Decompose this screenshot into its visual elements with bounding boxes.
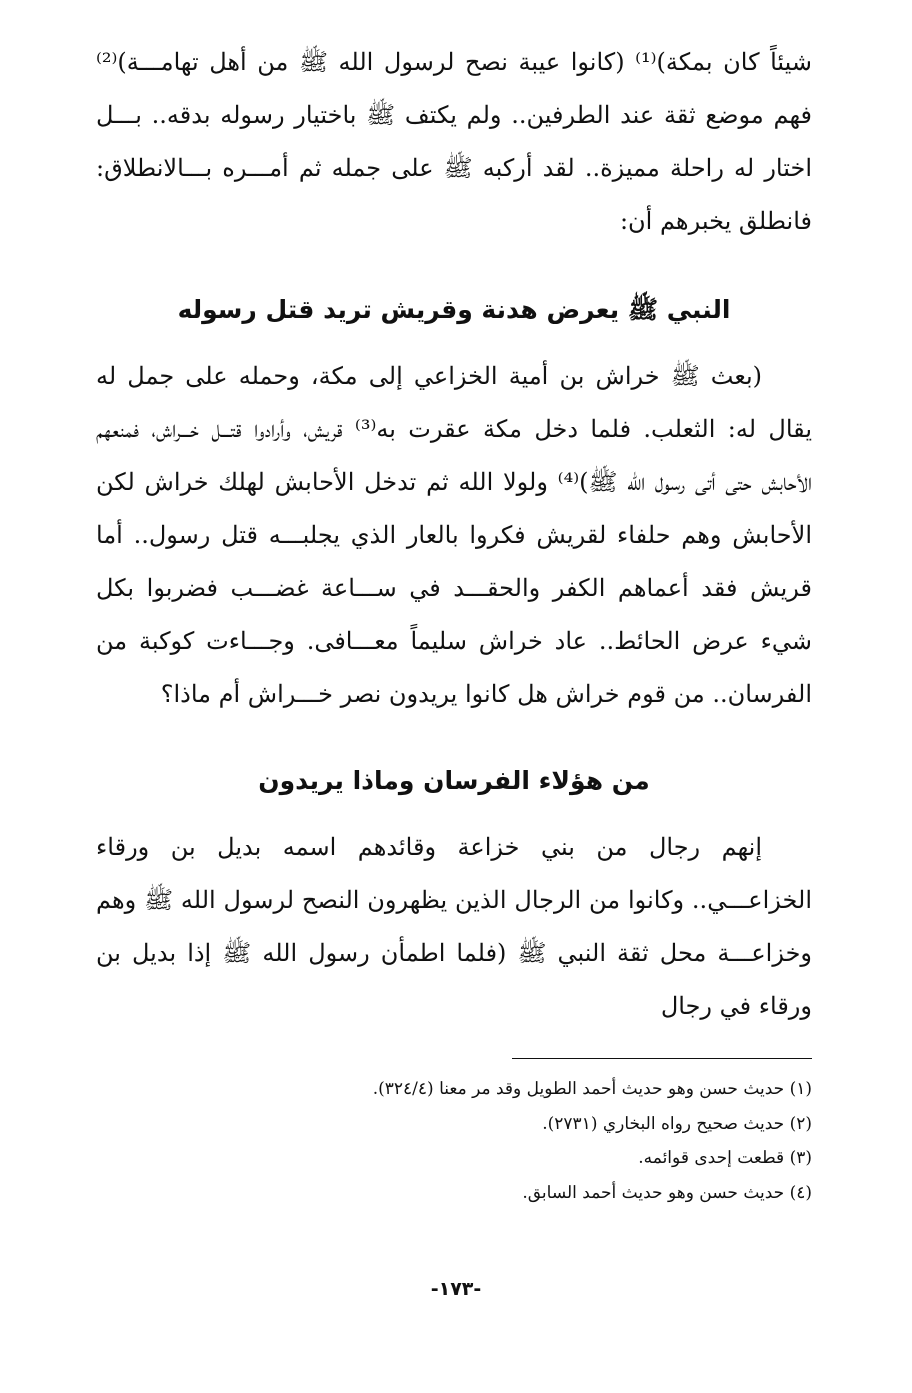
page-number: -١٧٣- (430, 1278, 482, 1300)
section-heading-2: من هؤلاء الفرسان وماذا يريدون (258, 766, 650, 795)
paragraph-1: شيئاً كان بمكة)⁽¹⁾ (كانوا عيبة نصح لرسول الله ﷺ من أهل تهامـــة)⁽²⁾ فهم موضع ثقة عند الطرفين.. ولم يكتف ﷺ باختيار رسوله بدقه.. بـــل اختار له راحلة مميزة.. لقد أركبه ﷺ على جمله ثم أمـــره بـــالانطلاق: فانطلق يخبرهم أن: (96, 48, 812, 235)
footnote-2: (٢) حديث صحيح رواه البخاري (٢٧٣١). (542, 1113, 812, 1134)
paragraph-3: إنهم رجال من بني خزاعة وقائدهم اسمه بديل بن ورقاء الخزاعـــي.. وكانوا من الرجال الذين يظهرون النصح لرسول الله ﷺ وهم وخزاعـــة محل ثقة النبي ﷺ (فلما اطمأن رسول الله ﷺ إذا بديل بن ورقاء في رجال (96, 833, 812, 1020)
footnote-1: (١) حديث حسن وهو حديث أحمد الطويل وقد مر معنا (٣٢٤/٤). (372, 1079, 812, 1099)
footnote-4: (٤) حديث حسن وهو حديث أحمد السابق. (522, 1182, 812, 1203)
page-body (96, 36, 812, 1033)
footnotes (96, 1072, 812, 1210)
section-heading-1: النبي ﷺ يعرض هدنة وقريش تريد قتل رسوله (177, 295, 731, 324)
footnote-separator (512, 1058, 812, 1059)
footnote-3: (٣) قطعت إحدى قوائمه. (638, 1148, 812, 1168)
paragraph-2: (بعث ﷺ خراش بن أمية الخزاعي إلى مكة، وحمله على جمل له يقال له: الثعلب. فلما دخل مكة عقرت به⁽³⁾ قريش، وأرادوا قتـــل خـــراش، فمنعهم الأحابش حتى أتى رسول الله ﷺ)⁽⁴⁾ ولولا الله ثم تدخل الأحابش لهلك خراش لكن الأحابش وهم حلفاء لقريش فكروا بالعار الذي يجلبـــه قتل رسول.. أما قريش فقد أعماهم الكفر والحقـــد في ســـاعة غضـــب فضربوا بكل شيء عرض الحائط.. عاد خراش سليماً معـــافى. وجـــاءت كوكبة من الفرسان.. من قوم خراش هل كانوا يريدون نصر خـــراش أم ماذا؟ (96, 362, 813, 708)
